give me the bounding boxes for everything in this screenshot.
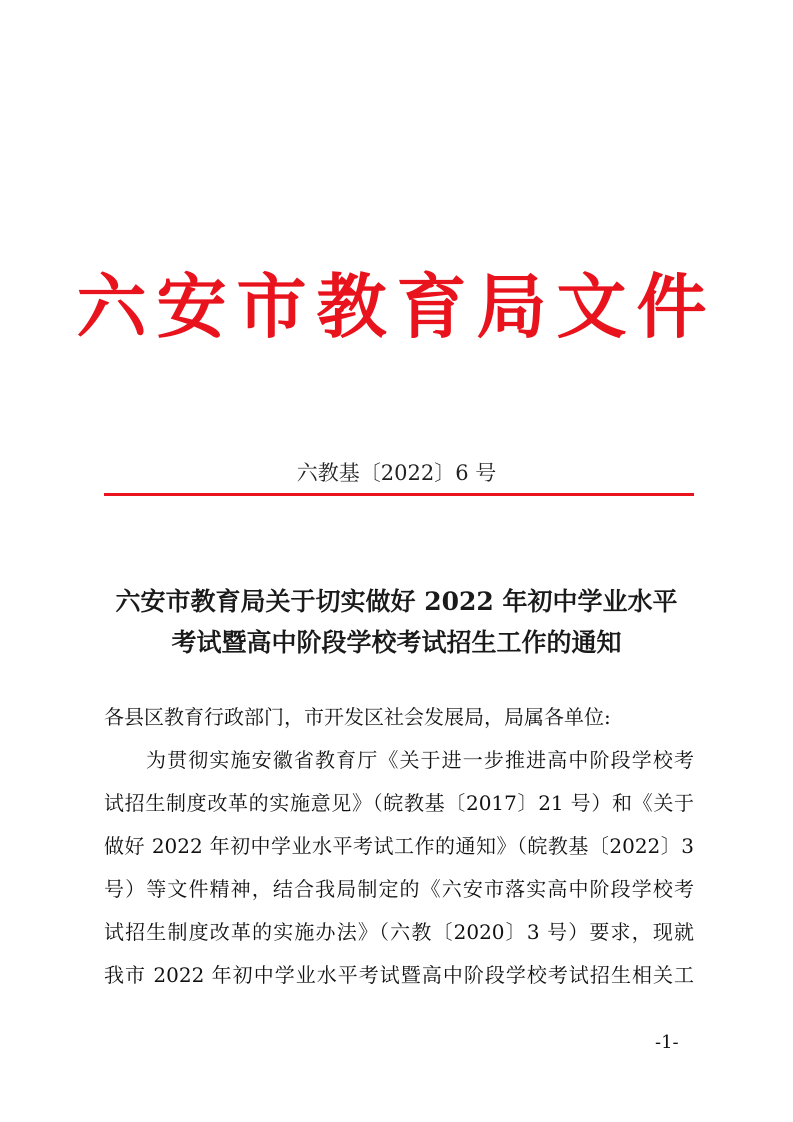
addressee-line: 各县区教育行政部门，市开发区社会发展局，局属各单位: — [104, 705, 611, 729]
body-text-line-3: 做好 2022 年初中学业水平考试工作的通知》（皖教基〔2022〕3 — [104, 834, 694, 858]
body-text-line-5: 试招生制度改革的实施办法》（六教〔2020〕3 号）要求，现就 — [104, 920, 694, 944]
title-line-2: 考试暨高中阶段学校考试招生工作的通知 — [171, 628, 622, 657]
page-number: -1- — [655, 1032, 679, 1053]
body-text-line-6: 我市 2022 年初中学业水平考试暨高中阶段学校考试招生相关工 — [104, 963, 694, 987]
red-divider-rule — [104, 493, 694, 496]
body-text-line-2: 试招生制度改革的实施意见》（皖教基〔2017〕21 号）和《关于 — [104, 791, 694, 815]
body-text-line-4: 号）等文件精神，结合我局制定的《六安市落实高中阶段学校考 — [104, 877, 694, 901]
document-number: 六教基〔2022〕6 号 — [296, 461, 497, 485]
body-text-line-1: 为贯彻实施安徽省教育厅《关于进一步推进高中阶段学校考 — [146, 748, 694, 772]
issuer-masthead: 六安市教育局文件 — [76, 266, 717, 348]
document-title — [80, 581, 713, 663]
title-line-1: 六安市教育局关于切实做好 2022 年初中学业水平 — [115, 587, 678, 616]
